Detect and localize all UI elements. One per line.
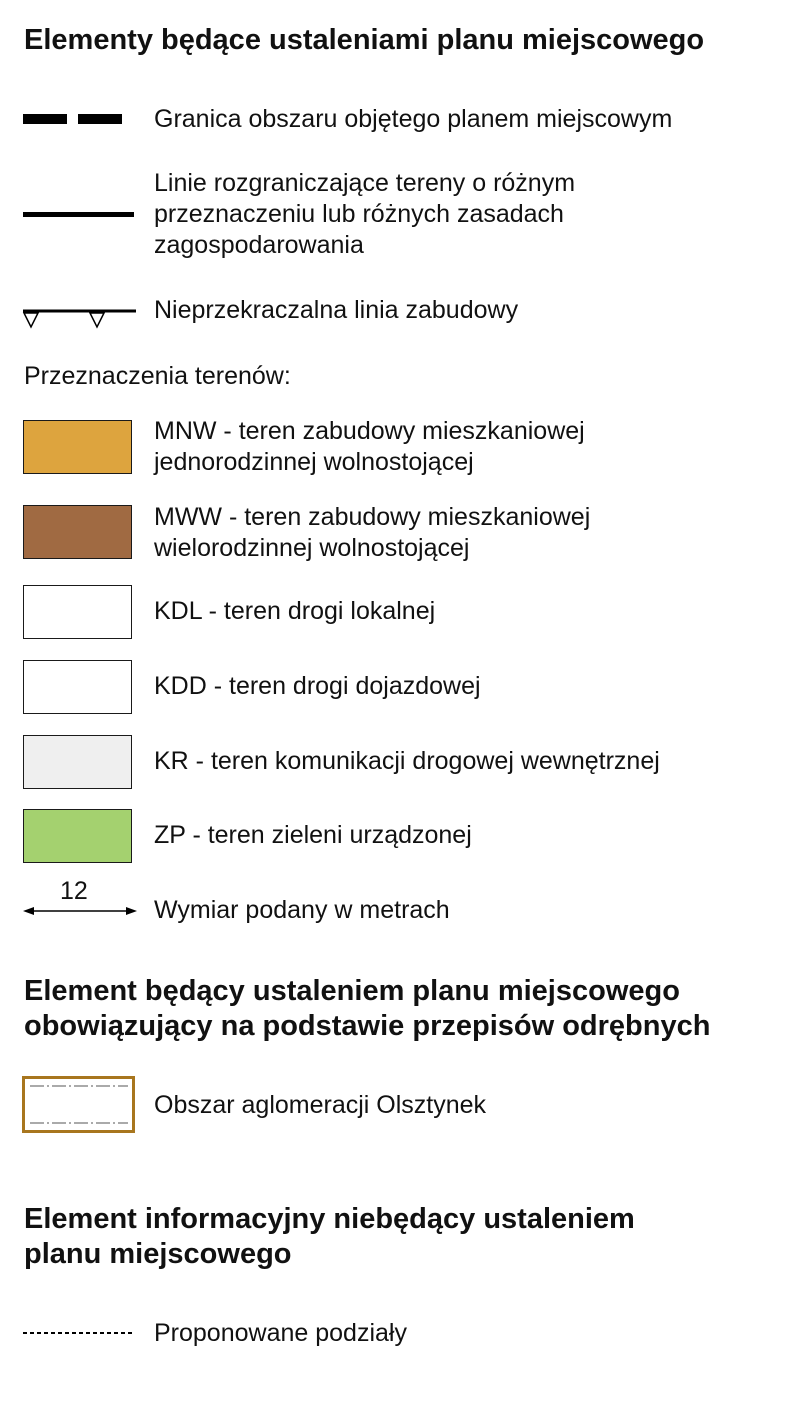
swatch-zp <box>23 809 132 863</box>
legend-label-proposed-divisions: Proponowane podziały <box>154 1319 407 1347</box>
swatch-kdl <box>23 585 132 639</box>
proposed-division-dotted-line-icon <box>22 1330 134 1336</box>
legend-label-kr: KR - teren komunikacji drogowej wewnętrznej <box>154 747 660 775</box>
swatch-mnw <box>23 420 132 474</box>
swatch-kr <box>23 735 132 789</box>
swatch-kdd <box>23 660 132 714</box>
legend-label-building-line: Nieprzekraczalna linia zabudowy <box>154 296 519 324</box>
agglomeration-area-icon <box>22 1076 136 1134</box>
legend-label-zp: ZP - teren zieleni urządzonej <box>154 821 472 849</box>
legend-label-mww: MWW - teren zabudowy mieszkaniowej wielorodzinnej wolnostojącej <box>154 503 591 562</box>
legend-label-plan-boundary: Granica obszaru objętego planem miejscowym <box>154 105 673 133</box>
section-heading-informational: Element informacyjny niebędący ustaleniem planu miejscowego <box>24 1203 635 1270</box>
legend-label-agglomeration: Obszar aglomeracji Olsztynek <box>154 1091 487 1119</box>
building-line-icon <box>22 305 138 331</box>
land-use-heading: Przeznaczenia terenów: <box>24 362 291 390</box>
legend-label-demarcation-lines: Linie rozgraniczające tereny o różnym przeznaczeniu lub różnych zasadach zagospodarowania <box>154 169 576 259</box>
swatch-mww <box>23 505 132 559</box>
legend-label-kdl: KDL - teren drogi lokalnej <box>154 597 436 625</box>
legend-label-kdd: KDD - teren drogi dojazdowej <box>154 672 481 700</box>
plan-boundary-dashed-line-icon <box>22 112 124 128</box>
legend-label-mnw: MNW - teren zabudowy mieszkaniowej jednorodzinnej wolnostojącej <box>154 417 585 476</box>
dimension-arrow-icon <box>22 904 138 918</box>
legend-label-dimension: Wymiar podany w metrach <box>154 896 450 924</box>
section-heading-external-regulations: Element będący ustaleniem planu miejscowego obowiązujący na podstawie przepisów odrębnych <box>24 975 711 1042</box>
dimension-value: 12 <box>60 877 88 905</box>
demarcation-line-icon <box>22 211 136 219</box>
section-heading-plan-elements: Elementy będące ustaleniami planu miejscowego <box>24 24 705 56</box>
